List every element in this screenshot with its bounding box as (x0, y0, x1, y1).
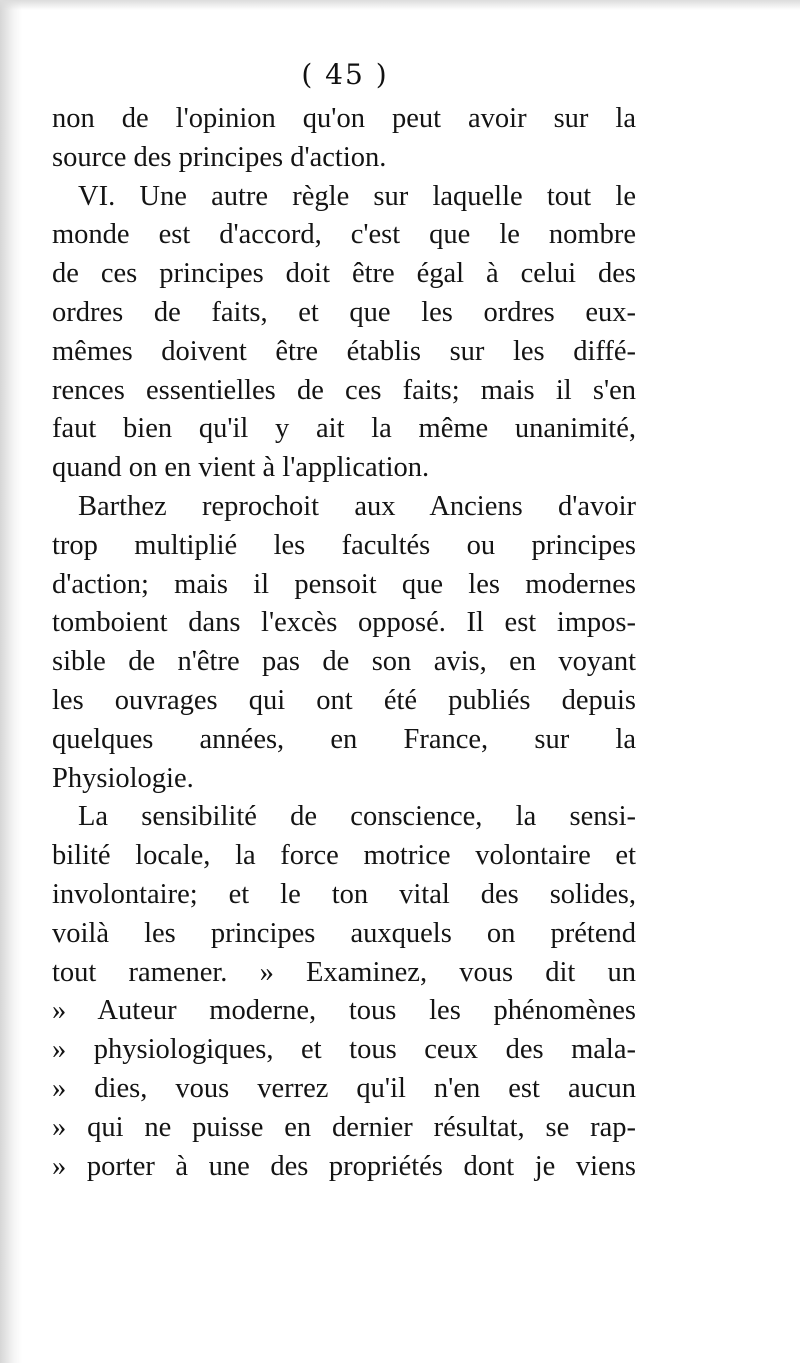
text-line: involontaire; et le ton vital des solides, (52, 878, 636, 910)
text-line: » dies, vous verrez qu'il n'en est aucun (52, 1072, 636, 1104)
text-line: sible de n'être pas de son avis, en voyant (52, 646, 636, 678)
text-line: quand on en vient à l'application. (52, 452, 430, 484)
text-line: voilà les principes auxquels on prétend (52, 917, 636, 949)
text-line: de ces principes doit être égal à celui des (52, 258, 636, 290)
text-line: bilité locale, la force motrice volontaire et (52, 840, 636, 872)
text-line: Physiologie. (52, 762, 194, 794)
body-text (52, 100, 636, 1186)
text-line: non de l'opinion qu'on peut avoir sur la (52, 103, 636, 134)
text-line: » qui ne puisse en dernier résultat, se rap- (52, 1111, 636, 1143)
text-line: trop multiplié les facultés ou principes (52, 529, 636, 561)
text-line: » Auteur moderne, tous les phénomènes (52, 995, 636, 1027)
text-line: » physiologiques, et tous ceux des mala- (52, 1034, 636, 1066)
text-line: Barthez reprochoit aux Anciens d'avoir (78, 490, 636, 522)
text-line: d'action; mais il pensoit que les modernes (52, 568, 636, 600)
text-line: ordres de faits, et que les ordres eux- (52, 296, 636, 328)
text-line: VI. Une autre règle sur laquelle tout le (78, 180, 636, 212)
text-line: faut bien qu'il y ait la même unanimité, (52, 413, 636, 445)
text-line: rences essentielles de ces faits; mais il s'en (52, 374, 636, 406)
text-line: monde est d'accord, c'est que le nombre (52, 219, 636, 251)
text-line: La sensibilité de conscience, la sensi- (78, 801, 636, 833)
text-line: » porter à une des propriétés dont je viens (52, 1150, 636, 1182)
text-line: quelques années, en France, sur la (52, 723, 636, 755)
text-line: source des principes d'action. (52, 141, 387, 173)
text-line: les ouvrages qui ont été publiés depuis (52, 684, 636, 716)
text-line: tomboient dans l'excès opposé. Il est impos- (52, 607, 636, 639)
text-line: mêmes doivent être établis sur les diffé- (52, 335, 636, 367)
text-line: tout ramener. » Examinez, vous dit un (52, 956, 636, 988)
page-number: ( 45 ) (301, 58, 389, 91)
